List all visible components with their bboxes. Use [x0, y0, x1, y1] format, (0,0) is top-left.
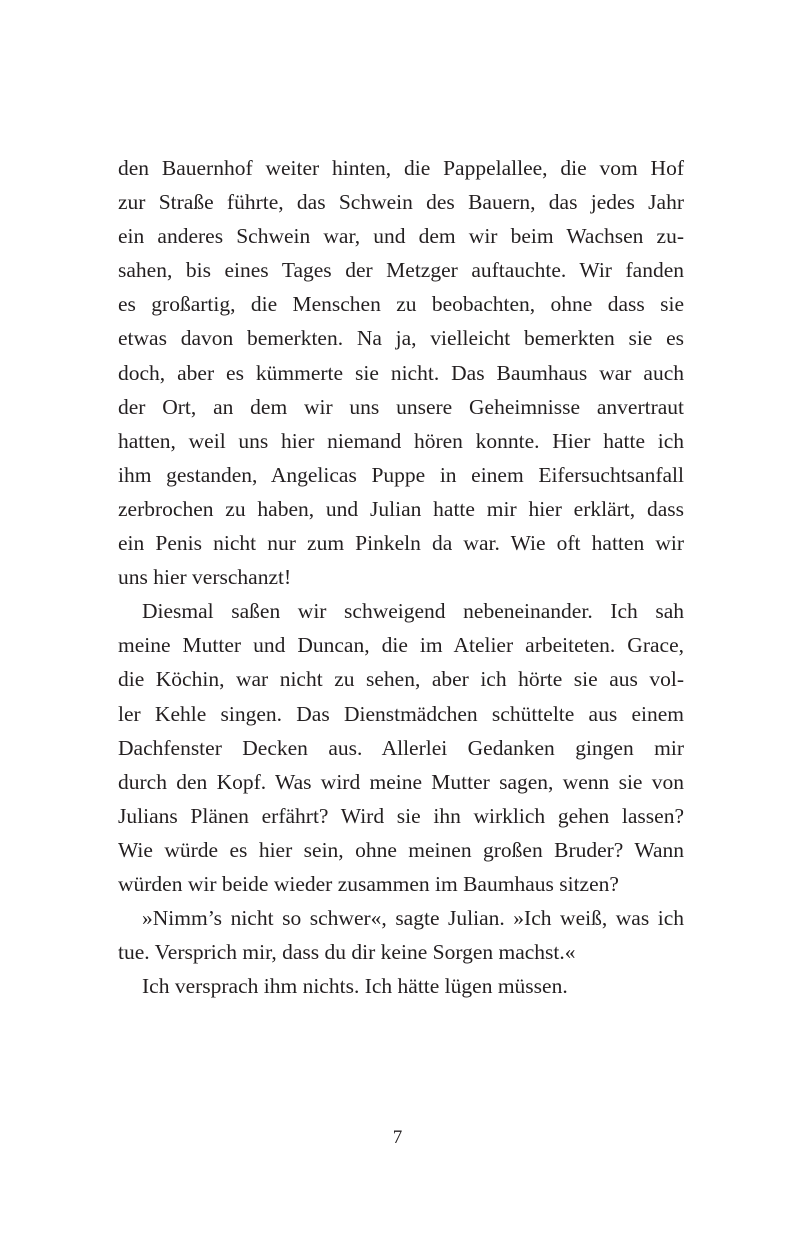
text-line: zur Straße führte, das Schwein des Bauern, das jedes Jahr	[118, 190, 684, 215]
text-line: Diesmal saßen wir schweigend nebeneinander. Ich sah	[142, 599, 684, 624]
text-line: tue. Versprich mir, dass du dir keine Sorgen machst.«	[118, 940, 576, 965]
text-line: sahen, bis eines Tages der Metzger auftauchte. Wir fanden	[118, 258, 684, 283]
text-line: Dachfenster Decken aus. Allerlei Gedanken gingen mir	[118, 735, 684, 760]
text-line: die Köchin, war nicht zu sehen, aber ich hörte sie aus vol-	[118, 667, 684, 692]
text-line: ein Penis nicht nur zum Pinkeln da war. Wie oft hatten wir	[118, 531, 684, 556]
text-line: Wie würde es hier sein, ohne meinen großen Bruder? Wann	[118, 837, 684, 862]
text-line: meine Mutter und Duncan, die im Atelier arbeiteten. Grace,	[118, 633, 684, 658]
text-line: doch, aber es kümmerte sie nicht. Das Baumhaus war auch	[118, 360, 684, 385]
text-line: Ich versprach ihm nichts. Ich hätte lügen müssen.	[142, 974, 568, 999]
paragraph	[118, 151, 684, 594]
text-line: zerbrochen zu haben, und Julian hatte mir hier erklärt, dass	[118, 496, 684, 521]
text-line: es großartig, die Menschen zu beobachten, ohne dass sie	[118, 292, 684, 317]
text-line: Julians Plänen erfährt? Wird sie ihn wirklich gehen lassen?	[118, 803, 684, 828]
text-line: ler Kehle singen. Das Dienstmädchen schüttelte aus einem	[118, 701, 684, 726]
text-line: ihm gestanden, Angelicas Puppe in einem Eifersuchtsanfall	[118, 462, 684, 487]
text-line: den Bauernhof weiter hinten, die Pappelallee, die vom Hof	[118, 156, 684, 180]
page-number: 7	[392, 1127, 403, 1148]
text-line: der Ort, an dem wir uns unsere Geheimnisse anvertraut	[118, 394, 684, 419]
paragraph	[118, 901, 684, 969]
paragraph	[118, 594, 684, 901]
paragraph	[118, 969, 684, 1003]
text-line: etwas davon bemerkten. Na ja, vielleicht bemerkten sie es	[118, 326, 684, 351]
text-line: hatten, weil uns hier niemand hören konnte. Hier hatte ich	[118, 428, 684, 453]
text-line: ein anderes Schwein war, und dem wir beim Wachsen zu-	[118, 224, 684, 249]
text-line: »Nimm’s nicht so schwer«, sagte Julian. »Ich weiß, was ich	[142, 906, 684, 931]
text-line: würden wir beide wieder zusammen im Baumhaus sitzen?	[118, 871, 619, 896]
text-line: uns hier verschanzt!	[118, 565, 292, 590]
text-line: durch den Kopf. Was wird meine Mutter sagen, wenn sie von	[118, 769, 684, 794]
body-text	[118, 151, 684, 1003]
